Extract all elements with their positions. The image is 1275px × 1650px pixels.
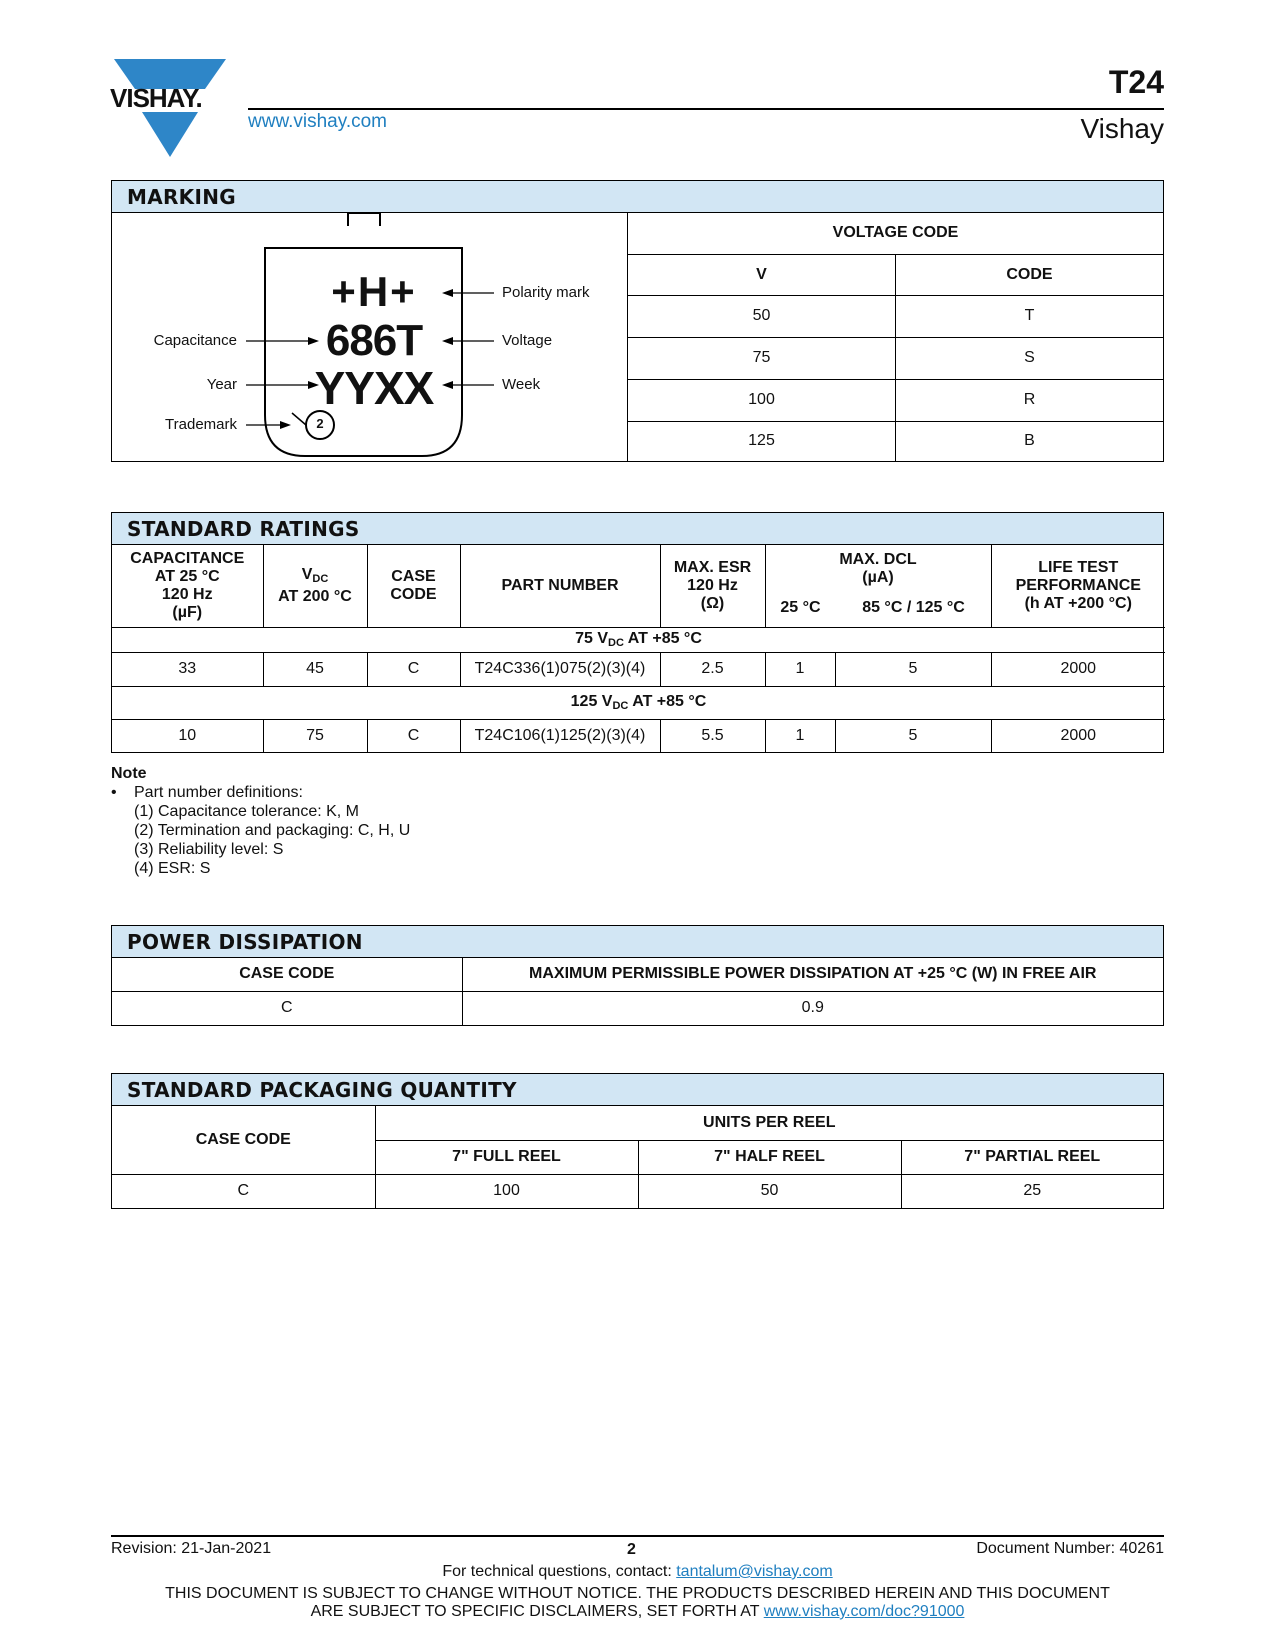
table-row bbox=[628, 295, 1163, 337]
table-row: 10 75 C T24C106(1)125(2)(3)(4) 5.5 1 5 2000 bbox=[112, 719, 1165, 752]
hdr-vdc: $V_{DC}$ AT 200 °C bbox=[263, 545, 367, 627]
voltage-code-table bbox=[628, 213, 1163, 461]
note-item: (2) Termination and packaging: C, H, U bbox=[134, 822, 411, 839]
col-half-reel: 7" HALF REEL bbox=[638, 1140, 901, 1174]
power-title: POWER DISSIPATION bbox=[112, 926, 1163, 958]
cell-code: R bbox=[896, 379, 1164, 421]
col-partial-reel: 7" PARTIAL REEL bbox=[901, 1140, 1163, 1174]
disclaimer-link[interactable]: www.vishay.com/doc?91000 bbox=[763, 1603, 965, 1620]
label-year: Year bbox=[206, 376, 237, 393]
note-item: (3) Reliability level: S bbox=[134, 841, 284, 858]
marking-title: MARKING bbox=[112, 181, 1163, 213]
trademark-symbol: 2 bbox=[316, 416, 324, 431]
mark-line-polarity: +H+ bbox=[331, 268, 417, 315]
col-case-code: CASE CODE bbox=[112, 958, 462, 991]
cell-v: 100 bbox=[628, 379, 896, 421]
ratings-section bbox=[111, 512, 1164, 753]
hdr-max-dcl: MAX. DCL (µA) 25 °C 85 °C / 125 °C bbox=[765, 545, 991, 627]
footer-contact: For technical questions, contact: tantalum@vishay.com bbox=[442, 1563, 833, 1580]
footer-revision: Revision: 21-Jan-2021 bbox=[111, 1540, 272, 1557]
footer-page-number: 2 bbox=[627, 1541, 636, 1558]
voltage-code-title: VOLTAGE CODE bbox=[628, 213, 1163, 254]
label-polarity: Polarity mark bbox=[502, 284, 590, 301]
group-label-125v: 125 $V_{DC}$ AT +85 °C bbox=[112, 686, 1165, 719]
label-trademark: Trademark bbox=[165, 416, 237, 433]
table-row bbox=[628, 421, 1163, 461]
brand-name: Vishay bbox=[1080, 113, 1164, 144]
note-title: Note bbox=[111, 765, 147, 782]
part-title: T24 bbox=[1108, 64, 1164, 100]
hdr-part-number: PART NUMBER bbox=[460, 545, 660, 627]
col-v: V bbox=[628, 254, 896, 295]
col-code: CODE bbox=[896, 254, 1164, 295]
cell-v: 50 bbox=[628, 295, 896, 337]
col-units-per-reel: UNITS PER REEL bbox=[375, 1106, 1163, 1140]
hdr-capacitance: CAPACITANCE AT 25 °C 120 Hz (µF) bbox=[112, 545, 263, 627]
table-row bbox=[628, 379, 1163, 421]
group-label-75v: 75 $V_{DC}$ AT +85 °C bbox=[112, 627, 1165, 652]
col-case-code: CASE CODE bbox=[112, 1106, 375, 1174]
label-week: Week bbox=[502, 376, 541, 393]
table-row: C 0.9 bbox=[112, 991, 1163, 1025]
hdr-max-esr: MAX. ESR 120 Hz (Ω) bbox=[660, 545, 765, 627]
header-url[interactable]: www.vishay.com bbox=[248, 111, 388, 132]
cell-code: T bbox=[896, 295, 1164, 337]
vishay-logo-text: VISHAY. bbox=[110, 83, 202, 113]
cell-v: 75 bbox=[628, 337, 896, 379]
hdr-life-test: LIFE TEST PERFORMANCE (h AT +200 °C) bbox=[991, 545, 1165, 627]
vishay-logo bbox=[110, 57, 230, 159]
col-max-power: MAXIMUM PERMISSIBLE POWER DISSIPATION AT +25 °C (W) IN FREE AIR bbox=[462, 958, 1163, 991]
hdr-dcl-85: 85 °C / 125 °C bbox=[862, 599, 965, 616]
mark-line-capacitance: 686T bbox=[325, 316, 423, 365]
label-capacitance: Capacitance bbox=[153, 332, 237, 349]
table-row bbox=[628, 337, 1163, 379]
ratings-note bbox=[111, 764, 410, 878]
col-full-reel: 7" FULL REEL bbox=[375, 1140, 638, 1174]
footer-doc-number: Document Number: 40261 bbox=[976, 1540, 1164, 1557]
note-item: (1) Capacitance tolerance: K, M bbox=[134, 803, 359, 820]
label-voltage: Voltage bbox=[502, 332, 553, 349]
cell-code: S bbox=[896, 337, 1164, 379]
footer-disclaimer: THIS DOCUMENT IS SUBJECT TO CHANGE WITHOUT NOTICE. THE PRODUCTS DESCRIBED HEREIN AND THIS DOCUMENT ARE SUBJECT TO SPECIFIC DISCLAIMERS, SET FORTH AT www.vishay.com/doc?91000 bbox=[165, 1585, 1110, 1620]
table-row: 33 45 C T24C336(1)075(2)(3)(4) 2.5 1 5 2000 bbox=[112, 652, 1165, 686]
cell-v: 125 bbox=[628, 421, 896, 461]
ratings-title: STANDARD RATINGS bbox=[112, 513, 1163, 545]
marking-section bbox=[111, 180, 1164, 462]
note-item: (4) ESR: S bbox=[134, 860, 211, 877]
note-bullet: • Part number definitions: bbox=[111, 784, 303, 801]
cell-code: B bbox=[896, 421, 1164, 461]
power-section bbox=[111, 925, 1164, 1026]
table-row: C 100 50 25 bbox=[112, 1174, 1163, 1208]
hdr-case-code: CASE CODE bbox=[367, 545, 460, 627]
packaging-title: STANDARD PACKAGING QUANTITY bbox=[112, 1074, 1163, 1106]
header-rule bbox=[248, 108, 1164, 110]
hdr-dcl-25: 25 °C bbox=[780, 599, 821, 616]
marking-diagram bbox=[112, 213, 628, 461]
packaging-section bbox=[111, 1073, 1164, 1209]
mark-line-year-week: YYXX bbox=[314, 362, 434, 414]
ratings-table bbox=[112, 545, 1165, 752]
contact-email-link[interactable]: tantalum@vishay.com bbox=[676, 1563, 833, 1580]
footer-rule bbox=[111, 1535, 1164, 1537]
